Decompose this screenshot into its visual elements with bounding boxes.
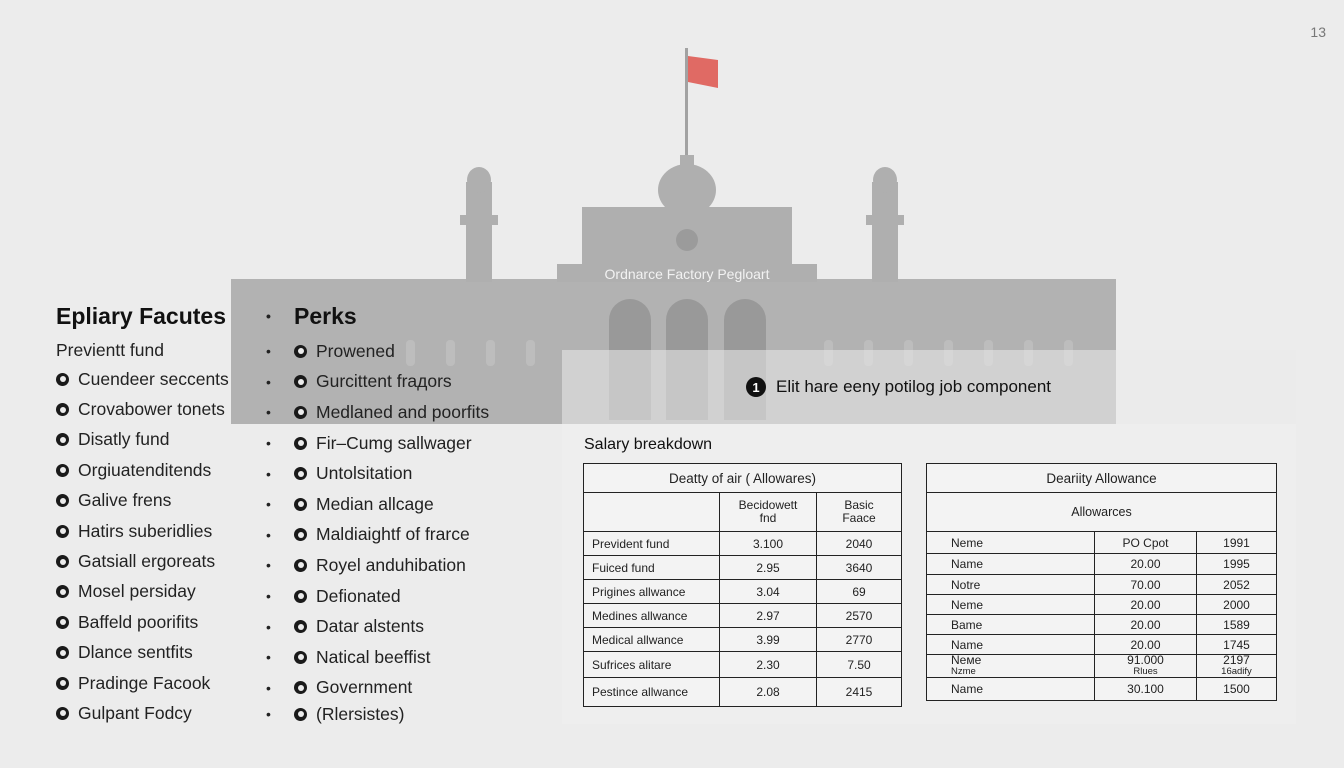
check-circle-icon [294,559,307,572]
list-item: • Prowened [266,340,395,361]
table-row: Name 30.100 1500 [927,678,1277,701]
list-item: Dlance sentfits [56,638,256,668]
list-item: • Defionated [266,585,401,606]
list-item: • Government [266,677,413,698]
list-item: • Untolsitation [266,463,413,484]
check-circle-icon [56,677,69,690]
flag-icon [688,56,718,88]
check-circle-icon [56,403,69,416]
check-circle-icon [294,437,307,450]
table-title: Deariity Allowance [927,464,1277,493]
check-circle-icon [294,590,307,603]
list-item: • (Rlersistes) [266,703,405,724]
check-circle-icon [294,345,307,358]
list-item: Baffeld poorifits [56,607,256,637]
list-item: • Gurcittent frадors [266,371,452,392]
table-row: Neme PO Cpot 1991 [927,532,1277,554]
list-item: • Datar alstents [266,616,424,637]
list-item: Mosel persiday [56,577,256,607]
list-item: • Maldiaightf of frarce [266,524,470,545]
list-item: • Median allcage [266,493,434,514]
table-row: Name 20.00 1745 [927,635,1277,655]
table-row: Bame 20.00 1589 [927,615,1277,635]
check-circle-icon [56,585,69,598]
check-circle-icon [294,681,307,694]
list-item: Hatirs suberidlies [56,516,256,546]
list-item: • Fir–Cumg sallwager [266,432,472,453]
list-item: Orgiuatenditends [56,455,256,485]
check-circle-icon [56,525,69,538]
list-item: • Medlaned and poorfits [266,401,490,422]
dearness-allowance-table [926,463,1277,701]
list-item: Pradinge Facook [56,668,256,698]
check-circle-icon [294,375,307,388]
table-row: Neме Nzme 91.000 Rlues 2197 16adify [927,655,1277,678]
table-row: Prevident fund 3.100 2040 [584,532,902,556]
table-title: Deatty of air ( Allowares) [584,464,902,493]
list-item: Cuendeer seccents [56,364,256,394]
table-row: Name 20.00 1995 [927,554,1277,575]
bullet-icon: • [266,308,271,324]
check-circle-icon [56,646,69,659]
check-circle-icon [56,464,69,477]
list-item: • Royel anduhibation [266,554,466,575]
list-item: Crovabower tonets [56,394,256,424]
check-circle-icon [294,467,307,480]
salary-breakdown-heading: Salary breakdown [584,436,713,453]
left-column-heading: Epliary Facutes [56,303,227,329]
list-item: Gulpant Fodcy [56,698,256,728]
list-item: • Natical beeffist [266,646,431,667]
table-row: Fuiced fund 2.95 3640 [584,556,902,580]
page-number: 13 [1310,24,1326,40]
perks-section [266,300,526,725]
table-header-cell: Becidowett fnd [720,493,817,532]
list-item: Disatly fund [56,425,256,455]
perks-heading-row [266,300,526,332]
number-badge-icon: 1 [746,377,766,397]
building-caption: Ordnarce Factory Pegloart [604,266,770,282]
check-circle-icon [294,406,307,419]
callout-banner [562,350,1296,424]
check-circle-icon [294,708,307,721]
check-circle-icon [294,620,307,633]
epliary-facutes-section [56,300,256,729]
table-row: Medines allwance 2.97 2570 [584,604,902,628]
table-row: Medical allwance 3.99 2770 [584,628,902,652]
overlap-text: Nzme [951,666,976,677]
left-column-list [56,364,256,729]
table-row: Prigines allwance 3.04 69 [584,580,902,604]
check-circle-icon [56,494,69,507]
allowance-table [583,463,902,707]
table-row: Neme 20.00 2000 [927,595,1277,615]
check-circle-icon [294,651,307,664]
table-subtitle: Allowarces [927,493,1277,532]
check-circle-icon [56,616,69,629]
table-header-cell [584,493,720,532]
check-circle-icon [56,433,69,446]
table-row: Pestince allwance 2.08 2415 [584,678,902,707]
left-column-subheading: Previentt fund [56,340,164,360]
callout-text: Elit hare eeny potilog job component [776,377,1052,396]
check-circle-icon [56,555,69,568]
table-row: Sufrices alitare 2.30 7.50 [584,652,902,678]
table-header-cell: Basic Faace [817,493,902,532]
table-row: Notre 70.00 2052 [927,575,1277,595]
check-circle-icon [294,498,307,511]
check-circle-icon [56,707,69,720]
check-circle-icon [56,373,69,386]
list-item: Gatsiall ergoreats [56,546,256,576]
overlap-text: 16adify [1221,666,1252,677]
list-item: Galive frens [56,486,256,516]
perks-list [266,336,526,725]
perks-heading: Perks [294,303,357,329]
check-circle-icon [294,528,307,541]
overlap-text: Rlues [1133,666,1158,677]
